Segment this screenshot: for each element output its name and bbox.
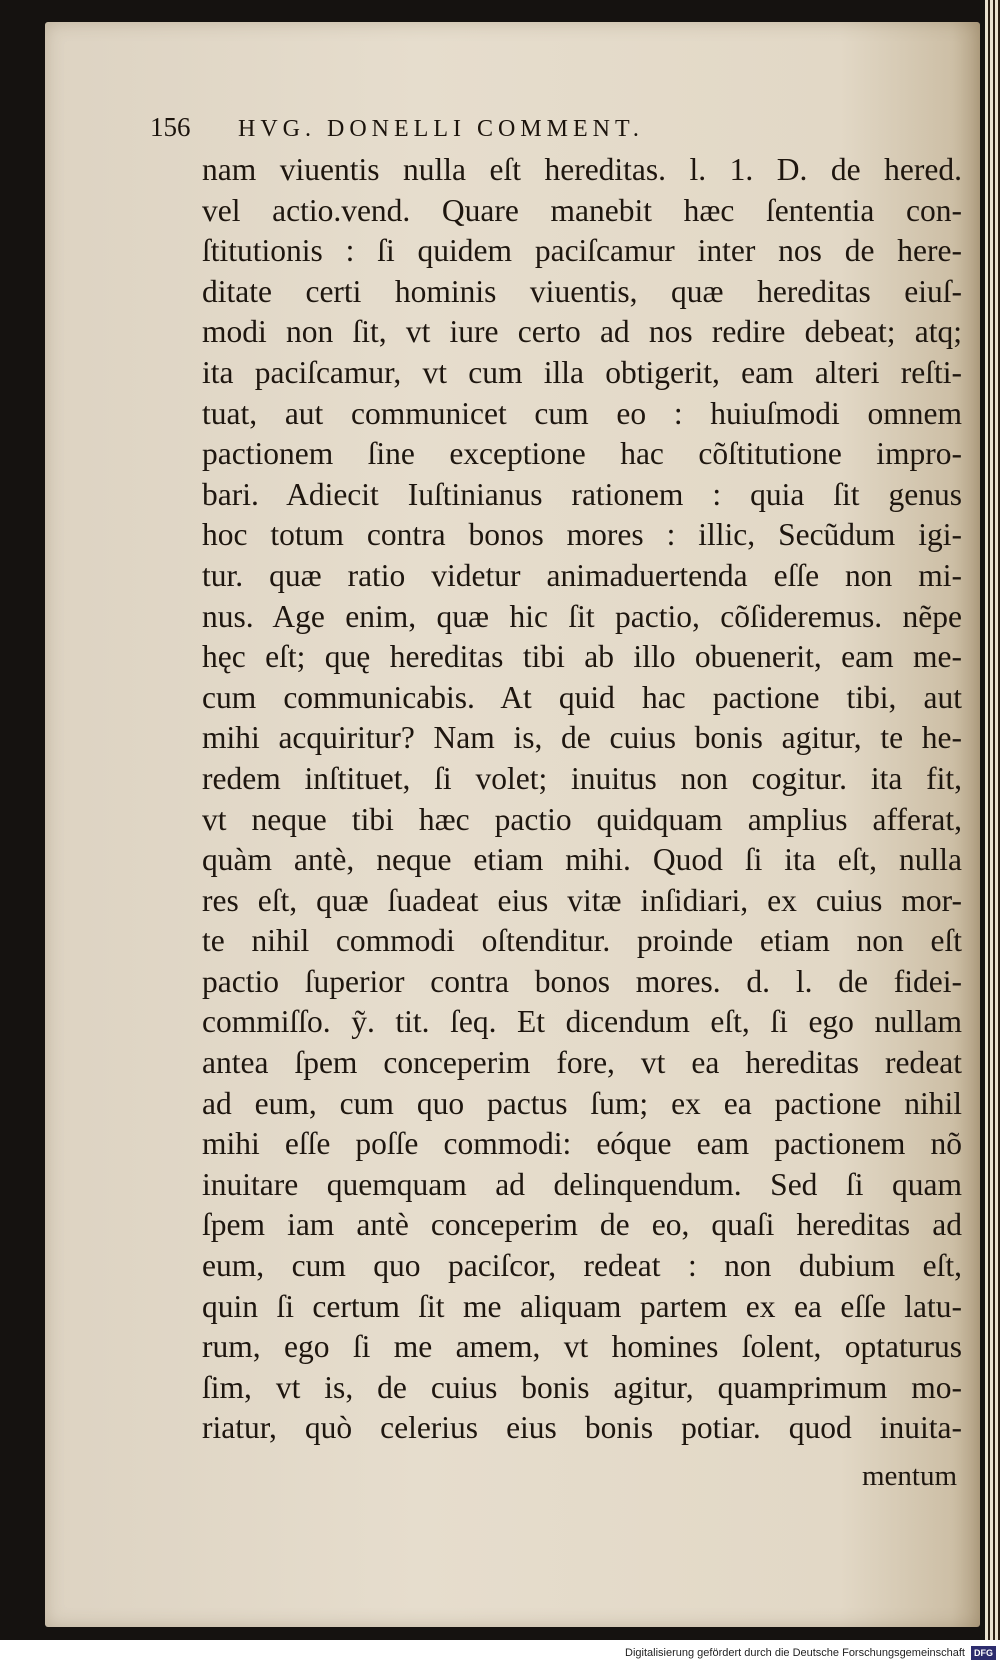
dfg-logo: DFG	[971, 1646, 996, 1660]
text-line: modi non ſit, vt iure certo ad nos redire debeat; atq;	[202, 314, 962, 350]
text-line: eum, cum quo paciſcor, redeat : non dubium eſt,	[202, 1248, 962, 1284]
body-text	[202, 150, 962, 1449]
text-line: nam viuentis nulla eſt hereditas. l. 1. D. de hered.	[202, 152, 962, 187]
text-line: ſpem iam antè conceperim de eo, quaſi hereditas ad	[202, 1207, 962, 1243]
text-line: hoc totum contra bonos mores : illic, Secũdum igi-	[202, 517, 962, 553]
text-line: vel actio.vend. Quare manebit hæc ſententia con-	[202, 192, 962, 228]
text-line: pactio ſuperior contra bonos mores. d. l. de fidei-	[202, 963, 962, 999]
text-line: commiſſo. ỹ. tit. ſeq. Et dicendum eſt, ſi ego nullam	[202, 1004, 962, 1040]
text-line: ita paciſcamur, vt cum illa obtigerit, eam alteri reſti-	[202, 354, 962, 390]
text-line: ſim, vt is, de cuius bonis agitur, quamprimum mo-	[202, 1369, 962, 1405]
text-line: ditate certi hominis viuentis, quæ hereditas eiuſ-	[202, 273, 962, 309]
text-line: res eſt, quæ ſuadeat eius vitæ inſidiari, ex cuius mor-	[202, 882, 962, 918]
catchword: mentum	[862, 1460, 958, 1492]
page-number: 156	[150, 112, 191, 142]
footer-credit: Digitalisierung gefördert durch die Deutsche Forschungsgemeinschaft	[625, 1647, 965, 1659]
text-line: ſtitutionis : ſi quidem paciſcamur inter nos de here-	[202, 233, 962, 269]
text-line: antea ſpem conceperim fore, vt ea hereditas redeat	[202, 1045, 962, 1081]
digitization-footer	[0, 1640, 1000, 1666]
text-line: tur. quæ ratio videtur animaduertenda eſſe non mi-	[202, 557, 962, 593]
text-line: riatur, quò celerius eius bonis potiar. quod inuita-	[202, 1410, 962, 1446]
text-line: mihi eſſe poſſe commodi: eóque eam pactionem nõ	[202, 1126, 962, 1162]
text-line: cum communicabis. At quid hac pactione tibi, aut	[202, 679, 962, 715]
text-line: quàm antè, neque etiam mihi. Quod ſi ita eſt, nulla	[202, 842, 962, 878]
text-line: tuat, aut communicet cum eo : huiuſmodi omnem	[202, 395, 962, 431]
text-line: te nihil commodi oſtenditur. proinde etiam non eſt	[202, 923, 962, 959]
text-line: redem inſtituet, ſi volet; inuitus non cogitur. ita fit,	[202, 760, 962, 796]
running-head: HVG. DONELLI COMMENT.	[238, 116, 644, 142]
text-line: quin ſi certum ſit me aliquam partem ex ea eſſe latu-	[202, 1288, 962, 1324]
text-line: bari. Adiecit Iuſtinianus rationem : quia ſit genus	[202, 476, 962, 512]
text-line: hęc eſt; quę hereditas tibi ab illo obuenerit, eam me-	[202, 639, 962, 675]
text-line: rum, ego ſi me amem, vt homines ſolent, optaturus	[202, 1329, 962, 1365]
text-line: pactionem ſine exceptione hac cõſtitutione impro-	[202, 436, 962, 472]
text-line: mihi acquiritur? Nam is, de cuius bonis agitur, te he-	[202, 720, 962, 756]
text-line: inuitare quemquam ad delinquendum. Sed ſi quam	[202, 1166, 962, 1202]
page-edge-stack	[985, 0, 1000, 1640]
text-line: vt neque tibi hæc pactio quidquam amplius afferat,	[202, 801, 962, 837]
page-header	[150, 112, 862, 148]
text-line: ad eum, cum quo pactus ſum; ex ea pactione nihil	[202, 1085, 962, 1121]
text-line: nus. Age enim, quæ hic ſit pactio, cõſideremus. nẽpe	[202, 598, 962, 634]
